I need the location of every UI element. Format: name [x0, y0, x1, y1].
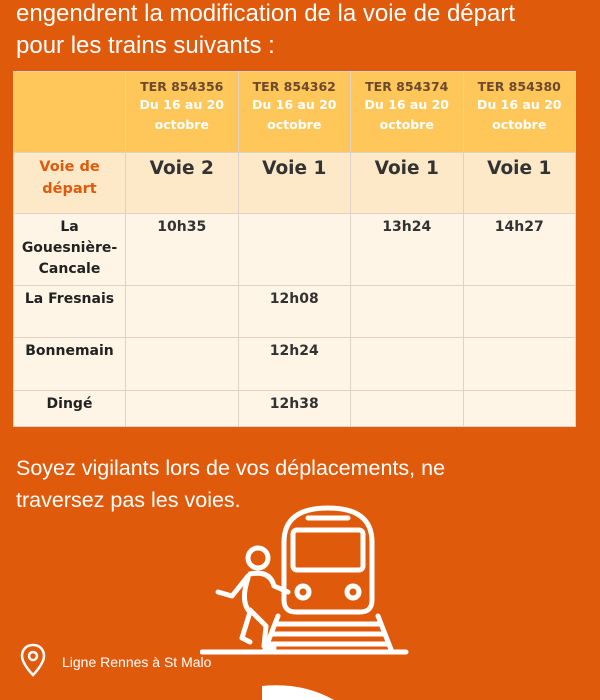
train-dates: Du 16 au 20 octobre — [252, 97, 337, 132]
time-cell: 12h38 — [238, 391, 351, 427]
time-cell — [351, 391, 464, 427]
table-row — [14, 391, 576, 427]
logo-fragment — [262, 684, 342, 700]
time-cell — [351, 338, 464, 391]
person-icon — [248, 548, 268, 568]
table-row — [14, 338, 576, 391]
warning-line-2: traversez pas les voies. — [16, 488, 241, 512]
station-name: Dingé — [14, 391, 126, 427]
time-cell: 12h08 — [238, 286, 351, 338]
train-dates: Du 16 au 20 octobre — [139, 97, 224, 132]
header-train-4 — [463, 72, 576, 153]
time-cell: 14h27 — [463, 214, 576, 286]
header-train-1 — [126, 72, 239, 153]
warning-line-1: Soyez vigilants lors de vos déplacements, ne — [16, 456, 446, 480]
intro-line-1: engendrent la modification de la voie de départ — [16, 0, 516, 27]
station-name: Bonnemain — [14, 338, 126, 391]
train-number: TER 854374 — [365, 79, 449, 94]
time-cell — [126, 338, 239, 391]
voie-value: Voie 1 — [238, 153, 351, 214]
intro-text — [16, 0, 586, 62]
train-dates: Du 16 au 20 octobre — [477, 97, 562, 132]
voie-row — [14, 153, 576, 214]
train-dates: Du 16 au 20 octobre — [364, 97, 449, 132]
header-train-3 — [351, 72, 464, 153]
train-number: TER 854356 — [140, 79, 224, 94]
station-name: La Gouesnière- Cancale — [14, 214, 126, 286]
intro-line-2: pour les trains suivants : — [16, 32, 275, 59]
time-cell — [463, 391, 576, 427]
time-cell: 10h35 — [126, 214, 239, 286]
line-label: Ligne Rennes à St Malo — [62, 654, 212, 670]
person-crossing-train-illustration — [200, 500, 410, 655]
train-number: TER 854380 — [477, 79, 561, 94]
voie-value: Voie 1 — [351, 153, 464, 214]
time-cell — [126, 286, 239, 338]
time-cell: 13h24 — [351, 214, 464, 286]
time-cell: 12h24 — [238, 338, 351, 391]
time-cell — [351, 286, 464, 338]
table-row — [14, 214, 576, 286]
header-empty-cell — [14, 72, 126, 153]
time-cell — [126, 391, 239, 427]
train-number: TER 854362 — [252, 79, 336, 94]
voie-value: Voie 2 — [126, 153, 239, 214]
time-cell — [238, 214, 351, 286]
time-cell — [463, 338, 576, 391]
table-row — [14, 286, 576, 338]
station-name: La Fresnais — [14, 286, 126, 338]
time-cell — [463, 286, 576, 338]
schedule-table — [13, 71, 576, 427]
voie-value: Voie 1 — [463, 153, 576, 214]
header-train-2 — [238, 72, 351, 153]
table-header-row — [14, 72, 576, 153]
voie-label: Voie de départ — [14, 153, 126, 214]
location-pin-icon — [20, 643, 46, 677]
